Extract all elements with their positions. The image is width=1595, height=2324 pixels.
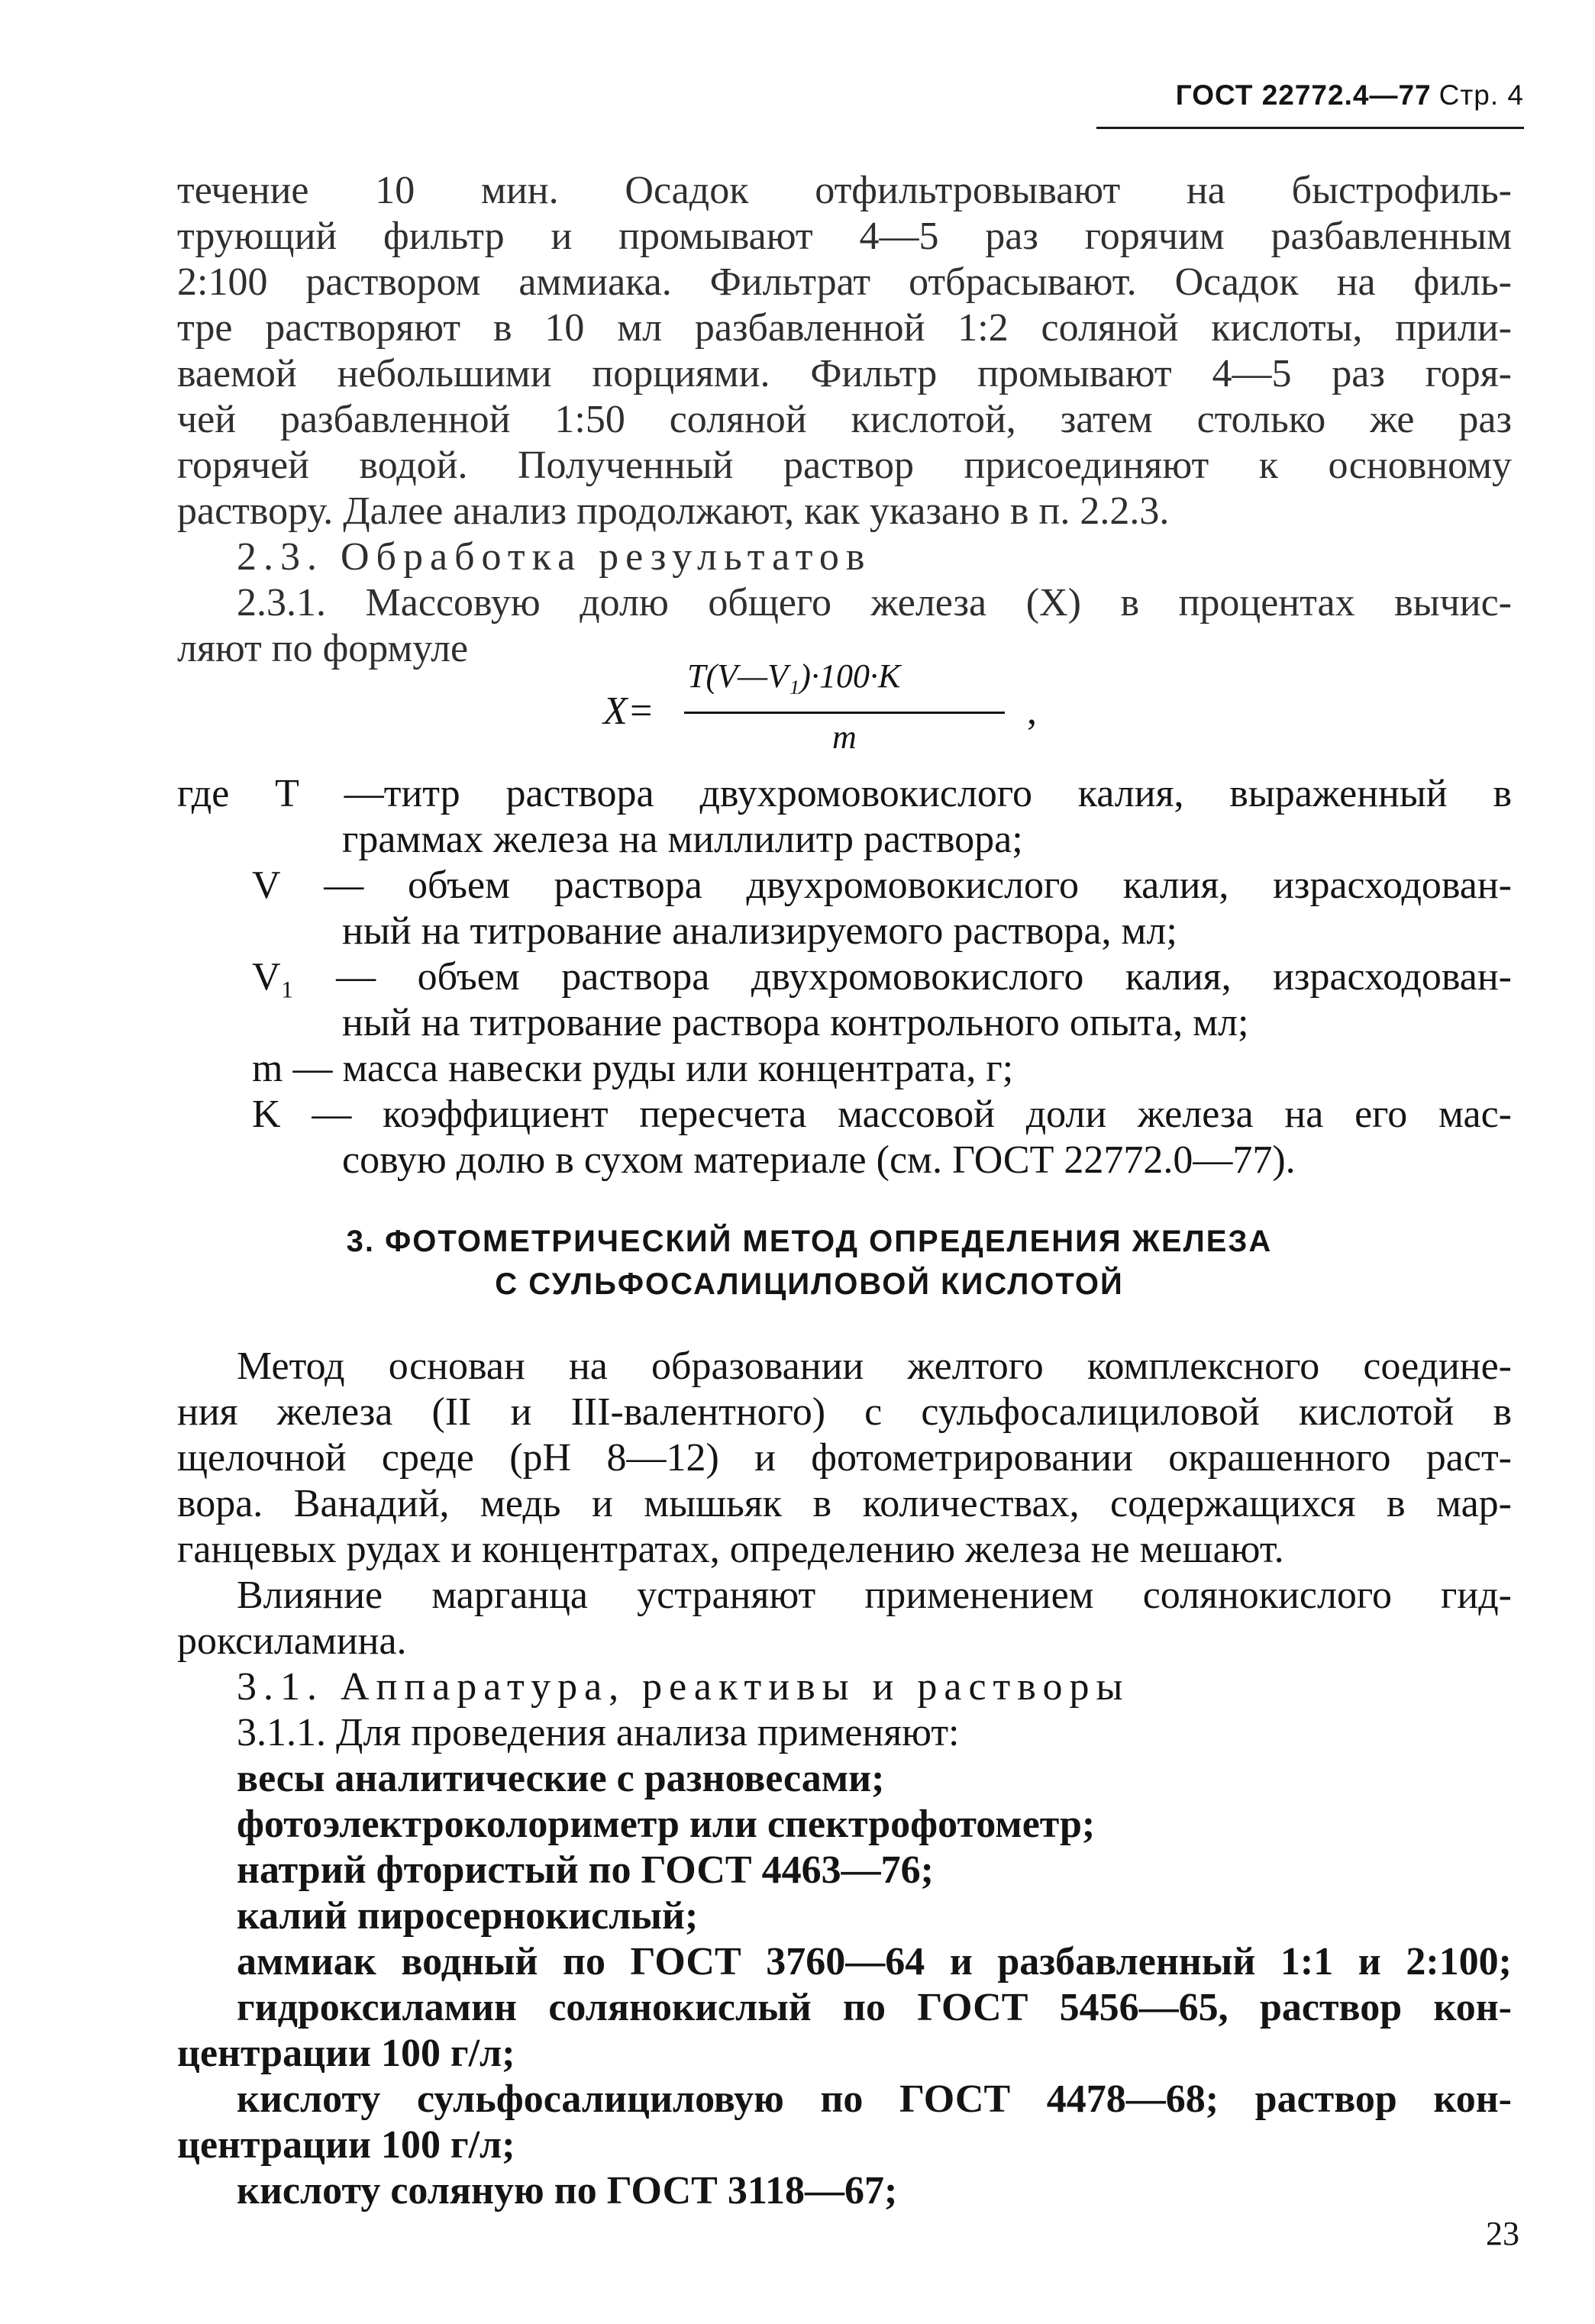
formula-comma: , [1027, 689, 1037, 733]
paragraph-line: 2.3.1. Массовую долю общего железа (X) в процентах вычис- [237, 581, 1512, 625]
paragraph-line: ния железа (II и III-валентного) с сульфосалициловой кислотой в [177, 1390, 1512, 1434]
paragraph-line: Влияние марганца устраняют применением солянокислого гид- [237, 1574, 1512, 1617]
paragraph-line: течение 10 мин. Осадок отфильтровывают на быстрофиль- [177, 169, 1512, 212]
header-rule [1096, 127, 1524, 129]
subsection-3-1-1: 3.1.1. Для проведения анализа применяют: [237, 1711, 960, 1754]
formula-numerator: T(V—V₁)·100·K [687, 657, 901, 695]
paragraph-line: вора. Ванадий, медь и мышьяк в количествах, содержащихся в мар- [177, 1482, 1512, 1525]
definition-line: совую долю в сухом материале (см. ГОСТ 22772.0—77). [342, 1138, 1296, 1182]
formula [603, 657, 1077, 763]
definition-line: ный на титрование анализируемого раствора, мл; [342, 909, 1177, 953]
list-item: натрий фтористый по ГОСТ 4463—76; [237, 1848, 934, 1892]
list-item-continuation: центрации 100 г/л; [177, 2123, 515, 2167]
list-item: весы аналитические с разновесами; [237, 1757, 885, 1800]
section-heading-2-3: 2.3. Обработка результатов [237, 535, 872, 579]
paragraph-line: 2:100 раствором аммиака. Фильтрат отбрасывают. Осадок на филь- [177, 260, 1512, 304]
section-heading-3-1: 3.1. Аппаратура, реактивы и растворы [237, 1665, 1130, 1709]
paragraph-line: ваемой небольшими порциями. Фильтр промывают 4—5 раз горя- [177, 352, 1512, 395]
definition-line: граммах железа на миллилитр раствора; [342, 818, 1023, 861]
paragraph-line: чей разбавленной 1:50 соляной кислотой, затем столько же раз [177, 398, 1512, 441]
list-item: аммиак водный по ГОСТ 3760—64 и разбавленный 1:1 и 2:100; [237, 1940, 1512, 1983]
list-item: фотоэлектроколориметр или спектрофотометр; [237, 1803, 1096, 1846]
paragraph-line: роксиламина. [177, 1619, 407, 1663]
definition-line: ный на титрование раствора контрольного опыта, мл; [342, 1001, 1249, 1044]
definition-line: где T —титр раствора двухромовокислого калия, выраженный в [177, 772, 1512, 815]
paragraph-line: тре растворяют в 10 мл разбавленной 1:2 соляной кислоты, прили- [177, 306, 1512, 350]
definition-line: K — коэффициент пересчета массовой доли железа на его мас- [252, 1093, 1512, 1136]
list-item: кислоту соляную по ГОСТ 3118—67; [237, 2169, 898, 2213]
definition-line: m — масса навески руды или концентрата, г; [252, 1047, 1014, 1090]
definition-line: V — объем раствора двухромовокислого калия, израсходован- [252, 863, 1512, 907]
section-title-line: С СУЛЬФОСАЛИЦИЛОВОЙ КИСЛОТОЙ [495, 1267, 1124, 1301]
paragraph-line: Метод основан на образовании желтого комплексного соедине- [237, 1344, 1512, 1388]
list-item-continuation: центрации 100 г/л; [177, 2032, 515, 2075]
section-title-line: 3. ФОТОМЕТРИЧЕСКИЙ МЕТОД ОПРЕДЕЛЕНИЯ ЖЕЛЕЗА [346, 1225, 1273, 1258]
paragraph-line: ляют по формуле [177, 627, 469, 670]
paragraph-line: трующий фильтр и промывают 4—5 раз горячим разбавленным [177, 215, 1512, 258]
list-item: калий пиросернокислый; [237, 1894, 699, 1938]
standard-number: ГОСТ 22772.4—77 [1175, 79, 1432, 111]
page-number: 23 [1486, 2215, 1519, 2252]
running-header [1096, 79, 1524, 111]
page-label: Стр. 4 [1438, 79, 1524, 111]
paragraph-line: ганцевых рудах и концентратах, определению железа не мешают. [177, 1528, 1284, 1571]
paragraph-line: горячей водой. Полученный раствор присоединяют к основному [177, 444, 1512, 487]
list-item: гидроксиламин солянокислый по ГОСТ 5456—65, раствор кон- [237, 1986, 1512, 2029]
fraction-bar [684, 712, 1005, 714]
paragraph-line: щелочной среде (pH 8—12) и фотометрировании окрашенного раст- [177, 1436, 1512, 1480]
definition-line: V₁ — объем раствора двухромовокислого калия, израсходован- [252, 955, 1512, 999]
formula-denominator: m [832, 718, 857, 756]
formula-lhs: X= [603, 689, 654, 733]
paragraph-line: раствору. Далее анализ продолжают, как указано в п. 2.2.3. [177, 489, 1170, 533]
list-item: кислоту сульфосалициловую по ГОСТ 4478—68; раствор кон- [237, 2077, 1512, 2121]
